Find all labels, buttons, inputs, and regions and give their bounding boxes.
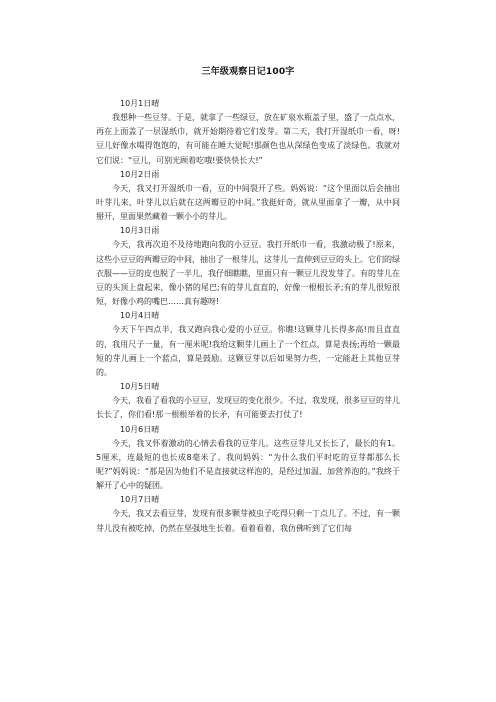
- entry-date: 10月6日晴: [120, 424, 160, 434]
- entry-date: 10月5日晴: [120, 382, 160, 392]
- entry-text: 今天下午四点半，我又跑向我心爱的小豆豆。你瞧!这颗芽儿长得多高!而且直直的，我用尺子一量，有一厘米呢!我给这颗芽儿画上了一个红点，算是表扬;再给一颗最短的芽儿画上一个蓝点，算是鼓励。这颗豆芽以后如果努力些，一定能赶上其他豆芽的。: [96, 325, 400, 378]
- diary-entry: [96, 380, 400, 422]
- entry-text: 今天，我又去看豆芽，发现有很多颗芽被虫子吃得只剩一丁点儿了。不过，有一颗芽儿没有被吃掉，仍然在坚强地生长着。看着看着，我仿佛听到了它们每: [96, 509, 400, 533]
- diary-entry: [96, 423, 400, 494]
- document-title: 三年级观察日记100字: [201, 67, 295, 77]
- entry-date: 10月1日晴: [120, 99, 160, 108]
- entry-date: 10月7日晴: [120, 495, 160, 505]
- entry-date: 10月2日雨: [120, 169, 160, 179]
- diary-entries: [96, 97, 400, 536]
- diary-entry: [96, 97, 400, 168]
- diary-entry: [96, 168, 400, 225]
- entry-date: 10月3日雨: [120, 226, 160, 236]
- entry-text: 今天，我又打开湿纸巾一看，豆的中间裂开了些。妈妈说：“这个里面以后会抽出叶芽儿来，叶芽儿以后就在这两瓣豆的中间。”我挺好奇，就从里面拿了一瓣，从中间掰开，里面果然藏着一颗小小的芽儿。: [96, 183, 400, 222]
- entry-date: 10月4日晴: [120, 311, 160, 321]
- diary-entry: [96, 493, 400, 535]
- entry-text: 今天，我再次迫不及待地跑向我的小豆豆。我打开纸巾一看，我激动极了!原来，这些小豆豆的两瓣豆的中间，抽出了一根芽儿，这芽儿一直伸到豆豆的头上。它们的绿衣服——豆的皮也脱了一半儿，我仔细瞧瞧，里面只有一颗豆儿没发芽了。有的芽儿在豆的头顶上盘起来，像小猪的尾巴;有的芽儿直直的，好像一根根长矛;有的芽儿很短很短，好像小鸡的嘴巴……真有趣呀!: [96, 240, 400, 307]
- entry-text: 我想种一些豆芽。于是，就拿了一些绿豆，放在矿泉水瓶盖子里，盛了一点点水，再在上面盖了一层湿纸巾，就开始期待着它们发芽。第二天，我打开湿纸巾一看，呀!豆儿好像水喝得饱饱的，有可能在睡大觉呢!那颜色也从深绿色变成了淡绿色。我就对它们说：“豆儿，可别光顾着吃哦!要快快长大!”: [96, 113, 400, 165]
- entry-text: 今天，我看了看我的小豆豆，发现豆的变化很少。不过，我发现，很多豆豆的芽儿长长了，你们看!那一根根举着的长矛，有可能要去打仗了!: [96, 396, 400, 420]
- entry-text: 今天，我又怀着激动的心情去看我的豆芽儿。这些豆芽儿又长长了，最长的有1。5厘米，连最短的也长成8毫米了。我问妈妈：“为什么我们平时吃的豆芽都那么长呢?”妈妈说：“那是因为他们不是直接就这样泡的，是经过加温、加营养泡的。”我终于解开了心中的疑团。: [96, 438, 400, 491]
- diary-entry: [96, 224, 400, 309]
- diary-entry: [96, 309, 400, 380]
